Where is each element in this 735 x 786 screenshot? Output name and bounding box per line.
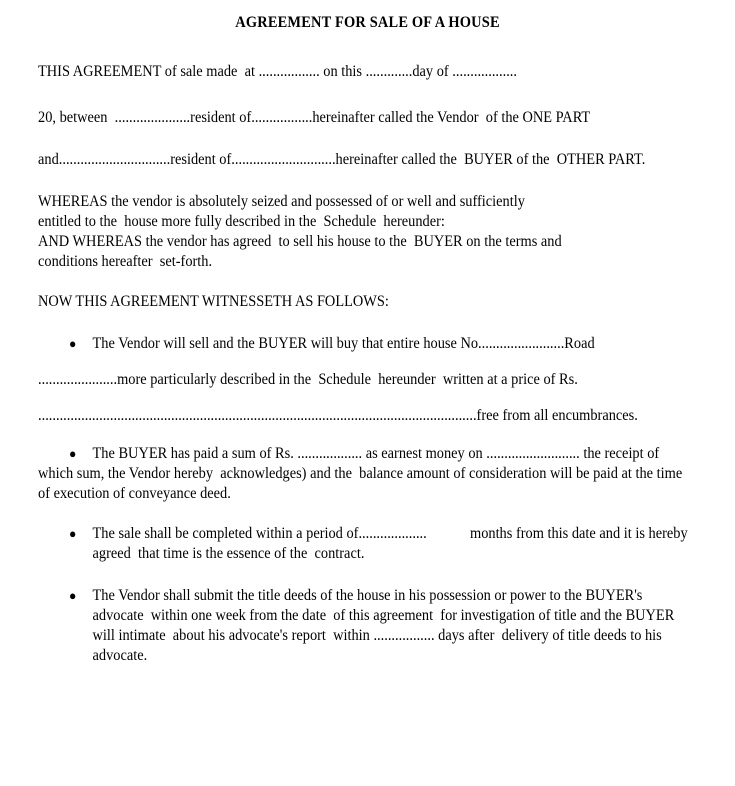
paragraph-whereas-line-3: AND WHEREAS the vendor has agreed to sell his house to the BUYER on the terms and — [38, 233, 562, 250]
clause-item-4 — [38, 586, 693, 666]
bullet-icon: ● — [69, 446, 77, 461]
paragraph-whereas-line-4: conditions hereafter set-forth. — [38, 253, 213, 270]
bullet-icon: ● — [69, 588, 77, 603]
clause-item-3 — [38, 524, 693, 564]
clause-4-text: The Vendor shall submit the title deeds of the house in his possession or power to the BUYER's advocate within one week from the date of this agreement for investigation of title and the BUYER will intimate about his advocate's report within ................. days after delivery of title deeds to his advocate. — [92, 587, 678, 664]
paragraph-between-vendor: 20, between .....................resident of.................hereinafter called the Vendor of the ONE PART — [38, 109, 591, 126]
paragraph-buyer-other-part: and...............................resident of.............................hereinafter called the BUYER of the OTHER PART. — [38, 151, 646, 168]
clause-3-text-part1: The sale shall be completed within a period of................... — [92, 525, 427, 542]
page-title: AGREEMENT FOR SALE OF A HOUSE — [235, 14, 500, 31]
paragraph-whereas-line-2: entitled to the house more fully described in the Schedule hereunder: — [38, 213, 445, 230]
clause-3-text-part2: months from this date and it is hereby agreed that time is the essence of the contract. — [92, 525, 692, 562]
clause-1-text: The Vendor will sell and the BUYER will buy that entire house No........................Road — [92, 335, 595, 352]
clause-item-1 — [38, 334, 693, 354]
bullet-icon: ● — [69, 526, 77, 541]
paragraph-whereas-line-1: WHEREAS the vendor is absolutely seized and possessed of or well and sufficiently — [38, 193, 525, 210]
bullet-icon: ● — [69, 336, 77, 351]
clause-1-continuation-1: ......................more particularly described in the Schedule hereunder written at a price of Rs. — [38, 371, 578, 388]
document-body — [38, 62, 693, 666]
paragraph-this-agreement: THIS AGREEMENT of sale made at ................. on this .............day of .................. — [38, 63, 517, 80]
paragraph-witnesseth-heading: NOW THIS AGREEMENT WITNESSETH AS FOLLOWS: — [38, 293, 389, 310]
clause-2-text: The BUYER has paid a sum of Rs. .................. as earnest money on .......................... the receipt of which sum, the Vendor hereby acknowledges) and the balance amount of consideration will be paid at the time of execution of conveyance deed. — [38, 445, 686, 502]
clause-item-2 — [38, 444, 693, 504]
clause-3-text — [93, 524, 694, 564]
clause-1-continuation-2: ..........................................................................................................................free from all encumbrances. — [38, 407, 638, 424]
